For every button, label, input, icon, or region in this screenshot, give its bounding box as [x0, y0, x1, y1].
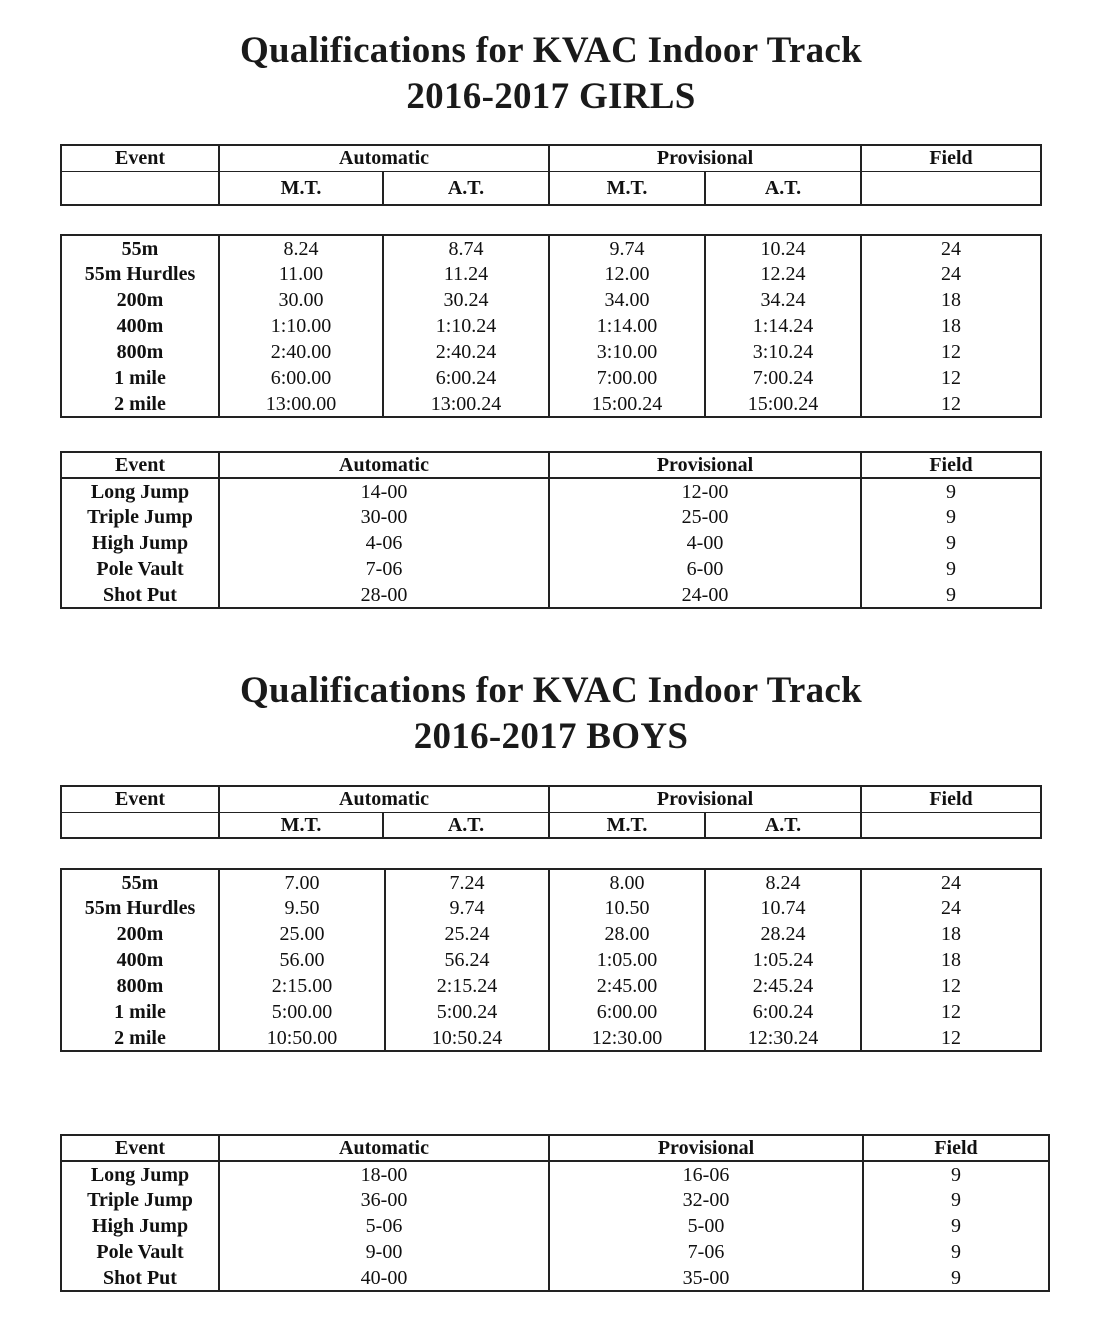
prov-mt-header: M.T.: [549, 171, 705, 205]
prov-at-value: 1:05.24: [705, 947, 861, 973]
table-row: [61, 339, 1041, 365]
provisional-header: Provisional: [549, 786, 861, 812]
field-size-value: 9: [861, 504, 1041, 530]
field-size-value: 12: [861, 999, 1041, 1025]
prov-mt-value: 28.00: [549, 921, 705, 947]
field-header: Field: [861, 145, 1041, 171]
auto-at-value: 56.24: [385, 947, 549, 973]
table-row: [61, 556, 1041, 582]
provisional-value: 6-00: [549, 556, 861, 582]
auto-mt-value: 8.24: [219, 235, 383, 261]
event-header: Event: [61, 1135, 219, 1161]
auto-mt-value: 56.00: [219, 947, 385, 973]
provisional-value: 12-00: [549, 478, 861, 504]
table-row: [61, 1239, 1049, 1265]
field-size-value: 12: [861, 365, 1041, 391]
prov-mt-value: 1:14.00: [549, 313, 705, 339]
field-size-value: 9: [861, 556, 1041, 582]
table-row: [61, 973, 1041, 999]
event-name: Shot Put: [61, 1265, 219, 1291]
auto-at-value: 9.74: [385, 895, 549, 921]
table-row: [61, 391, 1041, 417]
event-name: 800m: [61, 973, 219, 999]
prov-at-value: 10.74: [705, 895, 861, 921]
auto-mt-value: 2:40.00: [219, 339, 383, 365]
event-name: Long Jump: [61, 1161, 219, 1187]
event-name: Triple Jump: [61, 1187, 219, 1213]
event-name: 200m: [61, 921, 219, 947]
prov-mt-value: 2:45.00: [549, 973, 705, 999]
table-row: [61, 365, 1041, 391]
automatic-value: 14-00: [219, 478, 549, 504]
field-size-value: 9: [863, 1213, 1049, 1239]
table-row: [61, 947, 1041, 973]
provisional-value: 35-00: [549, 1265, 863, 1291]
automatic-value: 28-00: [219, 582, 549, 608]
auto-mt-value: 9.50: [219, 895, 385, 921]
table-row: [61, 1265, 1049, 1291]
auto-at-value: 7.24: [385, 869, 549, 895]
field-size-value: 9: [861, 478, 1041, 504]
field-size-value: 18: [861, 947, 1041, 973]
field-size-value: 12: [861, 339, 1041, 365]
auto-mt-value: 11.00: [219, 261, 383, 287]
event-name: 400m: [61, 313, 219, 339]
table-row: [61, 478, 1041, 504]
auto-at-value: 30.24: [383, 287, 549, 313]
boys-field-table: [60, 1134, 1050, 1292]
boys-running-table: [60, 868, 1042, 1052]
provisional-value: 5-00: [549, 1213, 863, 1239]
field-size-value: 18: [861, 921, 1041, 947]
table-row: [61, 869, 1041, 895]
table-row: [61, 261, 1041, 287]
table-row: [61, 895, 1041, 921]
field-header: Field: [861, 452, 1041, 478]
automatic-value: 7-06: [219, 556, 549, 582]
provisional-header: Provisional: [549, 452, 861, 478]
automatic-value: 36-00: [219, 1187, 549, 1213]
prov-mt-value: 6:00.00: [549, 999, 705, 1025]
prov-mt-value: 15:00.24: [549, 391, 705, 417]
prov-at-value: 12.24: [705, 261, 861, 287]
auto-mt-header: M.T.: [219, 171, 383, 205]
auto-mt-value: 30.00: [219, 287, 383, 313]
prov-at-value: 28.24: [705, 921, 861, 947]
prov-at-header: A.T.: [705, 171, 861, 205]
prov-at-value: 12:30.24: [705, 1025, 861, 1051]
field-size-value: 24: [861, 261, 1041, 287]
provisional-header: Provisional: [549, 145, 861, 171]
boys-title-line1: Qualifications for KVAC Indoor Track: [239, 670, 863, 711]
girls-title: [0, 28, 1102, 120]
field-size-value: 12: [861, 391, 1041, 417]
event-name: Pole Vault: [61, 1239, 219, 1265]
prov-at-value: 2:45.24: [705, 973, 861, 999]
prov-mt-value: 9.74: [549, 235, 705, 261]
field-size-value: 9: [863, 1161, 1049, 1187]
empty-cell: [61, 171, 219, 205]
prov-at-value: 7:00.24: [705, 365, 861, 391]
auto-at-value: 5:00.24: [385, 999, 549, 1025]
table-row: [61, 313, 1041, 339]
event-name: 2 mile: [61, 391, 219, 417]
automatic-value: 18-00: [219, 1161, 549, 1187]
auto-at-value: 13:00.24: [383, 391, 549, 417]
event-name: 400m: [61, 947, 219, 973]
prov-at-value: 3:10.24: [705, 339, 861, 365]
event-name: 55m: [61, 235, 219, 261]
auto-mt-value: 10:50.00: [219, 1025, 385, 1051]
provisional-value: 4-00: [549, 530, 861, 556]
table-row: [61, 1161, 1049, 1187]
boys-title: [0, 668, 1102, 760]
boys-title-line2: 2016-2017 BOYS: [413, 716, 689, 757]
auto-mt-value: 7.00: [219, 869, 385, 895]
prov-mt-value: 7:00.00: [549, 365, 705, 391]
auto-at-value: 2:40.24: [383, 339, 549, 365]
automatic-value: 9-00: [219, 1239, 549, 1265]
field-size-value: 18: [861, 313, 1041, 339]
prov-mt-value: 12:30.00: [549, 1025, 705, 1051]
event-header: Event: [61, 452, 219, 478]
field-size-value: 9: [863, 1265, 1049, 1291]
field-header: Field: [861, 786, 1041, 812]
auto-at-value: 8.74: [383, 235, 549, 261]
automatic-value: 4-06: [219, 530, 549, 556]
event-header: Event: [61, 145, 219, 171]
girls-title-line1: Qualifications for KVAC Indoor Track: [239, 30, 863, 71]
prov-at-value: 15:00.24: [705, 391, 861, 417]
girls-field-table: [60, 451, 1042, 609]
field-header: Field: [863, 1135, 1049, 1161]
provisional-header: Provisional: [549, 1135, 863, 1161]
girls-running-table: [60, 234, 1042, 418]
event-name: Long Jump: [61, 478, 219, 504]
auto-mt-value: 2:15.00: [219, 973, 385, 999]
auto-at-value: 25.24: [385, 921, 549, 947]
table-row: [61, 1187, 1049, 1213]
girls-title-line2: 2016-2017 GIRLS: [406, 76, 696, 117]
automatic-header: Automatic: [219, 786, 549, 812]
prov-mt-value: 8.00: [549, 869, 705, 895]
event-name: High Jump: [61, 1213, 219, 1239]
empty-cell: [861, 171, 1041, 205]
auto-at-value: 6:00.24: [383, 365, 549, 391]
table-header-row: [61, 452, 1041, 478]
prov-at-value: 10.24: [705, 235, 861, 261]
event-name: 1 mile: [61, 999, 219, 1025]
field-size-value: 9: [863, 1187, 1049, 1213]
table-row: [61, 504, 1041, 530]
auto-at-value: 11.24: [383, 261, 549, 287]
girls-running-header-table: [60, 144, 1042, 206]
prov-at-header: A.T.: [705, 812, 861, 838]
field-size-value: 24: [861, 869, 1041, 895]
auto-at-header: A.T.: [383, 171, 549, 205]
event-name: 800m: [61, 339, 219, 365]
prov-at-value: 1:14.24: [705, 313, 861, 339]
table-row: [61, 921, 1041, 947]
provisional-value: 7-06: [549, 1239, 863, 1265]
field-size-value: 12: [861, 1025, 1041, 1051]
auto-at-header: A.T.: [383, 812, 549, 838]
table-row: [61, 235, 1041, 261]
prov-mt-value: 34.00: [549, 287, 705, 313]
prov-at-value: 34.24: [705, 287, 861, 313]
automatic-value: 40-00: [219, 1265, 549, 1291]
field-size-value: 9: [863, 1239, 1049, 1265]
table-row: [61, 530, 1041, 556]
field-size-value: 9: [861, 582, 1041, 608]
automatic-header: Automatic: [219, 145, 549, 171]
event-name: Pole Vault: [61, 556, 219, 582]
provisional-value: 32-00: [549, 1187, 863, 1213]
auto-at-value: 2:15.24: [385, 973, 549, 999]
prov-at-value: 6:00.24: [705, 999, 861, 1025]
field-size-value: 12: [861, 973, 1041, 999]
prov-mt-value: 12.00: [549, 261, 705, 287]
table-row: [61, 287, 1041, 313]
prov-mt-value: 1:05.00: [549, 947, 705, 973]
event-name: 55m Hurdles: [61, 895, 219, 921]
automatic-header: Automatic: [219, 1135, 549, 1161]
empty-cell: [861, 812, 1041, 838]
prov-mt-header: M.T.: [549, 812, 705, 838]
auto-at-value: 10:50.24: [385, 1025, 549, 1051]
auto-mt-value: 13:00.00: [219, 391, 383, 417]
auto-mt-value: 1:10.00: [219, 313, 383, 339]
event-name: 55m: [61, 869, 219, 895]
empty-cell: [61, 812, 219, 838]
field-size-value: 18: [861, 287, 1041, 313]
table-row: [61, 1213, 1049, 1239]
automatic-value: 5-06: [219, 1213, 549, 1239]
event-header: Event: [61, 786, 219, 812]
table-row: [61, 999, 1041, 1025]
provisional-value: 16-06: [549, 1161, 863, 1187]
event-name: Triple Jump: [61, 504, 219, 530]
auto-mt-value: 5:00.00: [219, 999, 385, 1025]
auto-at-value: 1:10.24: [383, 313, 549, 339]
field-size-value: 24: [861, 895, 1041, 921]
prov-mt-value: 10.50: [549, 895, 705, 921]
table-header-row: [61, 1135, 1049, 1161]
automatic-value: 30-00: [219, 504, 549, 530]
auto-mt-value: 6:00.00: [219, 365, 383, 391]
auto-mt-value: 25.00: [219, 921, 385, 947]
event-name: High Jump: [61, 530, 219, 556]
event-name: 200m: [61, 287, 219, 313]
prov-mt-value: 3:10.00: [549, 339, 705, 365]
event-name: 55m Hurdles: [61, 261, 219, 287]
provisional-value: 24-00: [549, 582, 861, 608]
provisional-value: 25-00: [549, 504, 861, 530]
auto-mt-header: M.T.: [219, 812, 383, 838]
field-size-value: 24: [861, 235, 1041, 261]
event-name: 1 mile: [61, 365, 219, 391]
automatic-header: Automatic: [219, 452, 549, 478]
event-name: Shot Put: [61, 582, 219, 608]
prov-at-value: 8.24: [705, 869, 861, 895]
table-row: [61, 1025, 1041, 1051]
table-row: [61, 582, 1041, 608]
event-name: 2 mile: [61, 1025, 219, 1051]
boys-running-header-table: [60, 785, 1042, 839]
field-size-value: 9: [861, 530, 1041, 556]
